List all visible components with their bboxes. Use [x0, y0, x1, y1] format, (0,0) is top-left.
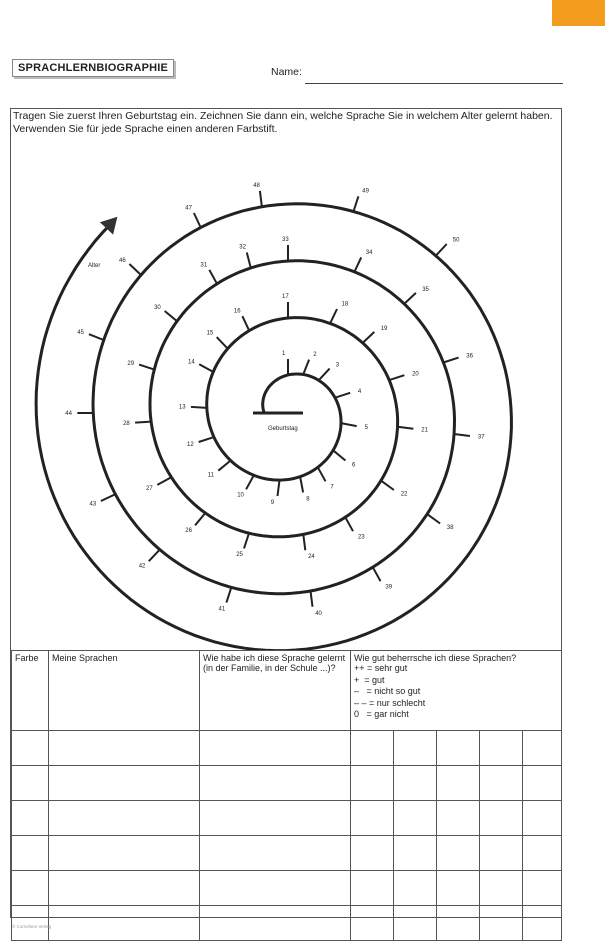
age-tick: [373, 567, 381, 581]
table-cell[interactable]: [480, 871, 523, 906]
end-label: Alter: [88, 263, 101, 269]
table-cell[interactable]: [351, 731, 394, 766]
age-tick: [89, 334, 104, 340]
table-cell[interactable]: [12, 871, 49, 906]
table-cell[interactable]: [12, 836, 49, 871]
table-cell[interactable]: [437, 836, 480, 871]
legend-item: + = gut: [354, 674, 385, 685]
age-label: 2: [313, 352, 317, 358]
instructions-text: Tragen Sie zuerst Ihren Geburtstag ein. Zeichnen Sie dann ein, welche Sprache Sie in welchem Alter gelernt haben. Verwenden Sie für jede Sprache einen anderen Farbstift.: [13, 110, 553, 135]
age-label: 24: [308, 554, 315, 561]
table-cell[interactable]: [480, 906, 523, 941]
table-cell[interactable]: [351, 836, 394, 871]
age-label: 14: [188, 359, 195, 366]
age-tick: [101, 494, 116, 501]
age-tick: [199, 364, 213, 372]
age-tick: [311, 591, 313, 607]
table-cell[interactable]: [12, 731, 49, 766]
table-cell[interactable]: [200, 871, 351, 906]
age-tick: [129, 264, 141, 275]
age-label: 19: [380, 325, 388, 332]
age-label: 21: [421, 427, 428, 434]
age-label: 50: [452, 237, 460, 244]
table-cell[interactable]: [200, 731, 351, 766]
age-label: 25: [236, 552, 243, 559]
table-cell[interactable]: [437, 906, 480, 941]
age-tick: [333, 450, 345, 460]
table-cell[interactable]: [437, 731, 480, 766]
table-cell[interactable]: [523, 836, 562, 871]
age-tick: [217, 337, 228, 349]
age-tick: [427, 514, 440, 523]
page-title: SPRACHLERNBIOGRAPHIE: [12, 59, 174, 77]
age-label: 5: [364, 425, 368, 432]
age-label: 28: [123, 421, 130, 427]
table-cell[interactable]: [351, 801, 394, 836]
age-tick: [341, 423, 357, 426]
name-label: Name:: [271, 66, 302, 78]
age-label: 16: [233, 308, 241, 315]
age-label: 17: [282, 294, 289, 300]
age-label: 15: [206, 330, 214, 337]
table-row: [12, 871, 562, 906]
header-wie-gelernt: Wie habe ich diese Sprache gelernt (in der Familie, in der Schule ...)?: [200, 651, 351, 731]
age-tick: [318, 467, 326, 481]
age-label: 36: [466, 353, 473, 360]
table-row: [12, 731, 562, 766]
age-tick: [354, 196, 359, 211]
age-label: 9: [270, 499, 275, 506]
age-tick: [363, 332, 375, 343]
age-tick: [436, 244, 447, 256]
table-row: [12, 801, 562, 836]
age-label: 3: [335, 362, 340, 369]
age-tick: [345, 517, 353, 531]
age-label: 4: [357, 388, 362, 395]
age-tick: [139, 365, 154, 370]
age-label: 13: [178, 404, 186, 411]
table-cell[interactable]: [12, 906, 52, 941]
table-cell[interactable]: [480, 836, 523, 871]
table-row: [12, 906, 562, 941]
table-cell[interactable]: [200, 766, 351, 801]
table-cell[interactable]: [394, 836, 437, 871]
table-cell[interactable]: [49, 836, 200, 871]
table-cell[interactable]: [49, 871, 200, 906]
table-cell[interactable]: [351, 766, 394, 801]
age-label: 11: [207, 472, 214, 479]
age-label: 42: [138, 563, 146, 570]
table-cell[interactable]: [480, 801, 523, 836]
age-tick: [454, 434, 470, 436]
age-tick: [319, 369, 330, 381]
age-label: 48: [253, 183, 260, 189]
age-tick: [260, 191, 262, 207]
header-wie-gut: [351, 651, 562, 731]
table-cell[interactable]: [480, 766, 523, 801]
age-label: 26: [185, 527, 192, 534]
table-cell[interactable]: [12, 766, 49, 801]
age-tick: [226, 587, 231, 602]
age-tick: [443, 358, 458, 363]
table-cell[interactable]: [12, 801, 49, 836]
age-tick: [244, 533, 249, 548]
age-label: 12: [187, 441, 194, 448]
table-cell[interactable]: [200, 836, 351, 871]
age-tick: [209, 270, 217, 284]
age-label: 35: [422, 286, 429, 293]
table-cell[interactable]: [49, 731, 200, 766]
age-label: 23: [357, 534, 365, 541]
age-tick: [195, 513, 205, 525]
table-row: [12, 766, 562, 801]
age-tick: [242, 316, 249, 331]
age-tick: [404, 293, 416, 304]
table-cell[interactable]: [394, 906, 437, 941]
legend-item: – – = nur schlecht: [354, 697, 426, 708]
age-label: 8: [306, 496, 310, 503]
age-tick: [246, 475, 254, 489]
table-cell[interactable]: [49, 801, 200, 836]
age-label: 27: [146, 485, 153, 492]
age-label: 49: [362, 188, 369, 195]
table-cell[interactable]: [437, 801, 480, 836]
header-wie-gut-text: Wie gut beherrsche ich diese Sprachen?: [354, 653, 517, 663]
age-label: 22: [400, 491, 408, 498]
age-tick: [199, 437, 214, 442]
table-cell[interactable]: [437, 766, 480, 801]
age-label: 47: [185, 205, 192, 212]
age-tick: [330, 309, 337, 323]
footer-copyright: © Cornelsen Verlag: [12, 924, 52, 929]
age-tick: [191, 407, 207, 408]
age-tick: [398, 427, 414, 429]
table-cell[interactable]: [394, 731, 437, 766]
age-tick: [218, 461, 230, 471]
age-tick: [300, 477, 303, 493]
table-cell[interactable]: [49, 906, 200, 941]
age-label: 20: [412, 371, 419, 378]
age-label: 38: [446, 525, 454, 531]
age-tick: [278, 480, 280, 496]
table-cell[interactable]: [394, 871, 437, 906]
age-label: 41: [218, 606, 226, 613]
age-label: 29: [127, 360, 135, 367]
table-header-row: [12, 651, 562, 731]
age-tick: [135, 422, 151, 423]
header-meine-sprachen: Meine Sprachen: [49, 651, 200, 731]
age-label: 1: [282, 351, 286, 357]
legend-item: – = nicht so gut: [354, 686, 421, 696]
age-label: 39: [385, 584, 393, 591]
table-cell[interactable]: [523, 731, 562, 766]
age-label: 18: [341, 301, 349, 308]
age-label: 33: [282, 237, 289, 243]
table-cell[interactable]: [394, 801, 437, 836]
age-label: 32: [239, 244, 246, 251]
languages-table: [11, 650, 562, 941]
table-cell[interactable]: [523, 801, 562, 836]
age-label: 34: [365, 249, 373, 256]
table-cell[interactable]: [200, 906, 351, 941]
age-tick: [389, 375, 404, 380]
table-cell[interactable]: [200, 801, 351, 836]
age-label: 40: [315, 610, 322, 617]
table-cell[interactable]: [49, 766, 200, 801]
center-label: Geburtstag: [268, 426, 298, 432]
age-label: 7: [330, 484, 334, 491]
age-label: 46: [119, 257, 126, 264]
table-cell[interactable]: [351, 906, 394, 941]
legend-item: 0 = gar nicht: [354, 709, 409, 719]
table-row: [12, 836, 562, 871]
age-tick: [303, 360, 309, 375]
table-cell[interactable]: [437, 871, 480, 906]
age-tick: [165, 311, 177, 321]
age-label: 45: [77, 330, 84, 336]
age-tick: [381, 481, 394, 490]
age-label: 43: [89, 501, 97, 508]
age-tick: [335, 393, 350, 398]
legend-item: ++ = sehr gut: [354, 663, 408, 673]
rating-legend: [354, 663, 558, 721]
age-label: 10: [237, 492, 244, 499]
age-tick: [303, 534, 305, 550]
header-farbe: Farbe: [12, 651, 49, 731]
table-cell[interactable]: [394, 766, 437, 801]
table-cell[interactable]: [351, 871, 394, 906]
table-cell[interactable]: [523, 871, 562, 906]
age-label: 31: [200, 262, 208, 269]
age-label: 44: [65, 411, 72, 417]
age-label: 6: [352, 462, 356, 469]
age-tick: [149, 550, 160, 562]
age-label: 37: [477, 434, 485, 441]
age-tick: [247, 253, 251, 269]
age-label: 30: [154, 305, 161, 312]
table-cell[interactable]: [480, 731, 523, 766]
age-tick: [194, 213, 201, 228]
age-tick: [157, 477, 171, 485]
table-cell[interactable]: [523, 766, 562, 801]
table-cell[interactable]: [523, 906, 562, 941]
age-tick: [354, 257, 361, 272]
